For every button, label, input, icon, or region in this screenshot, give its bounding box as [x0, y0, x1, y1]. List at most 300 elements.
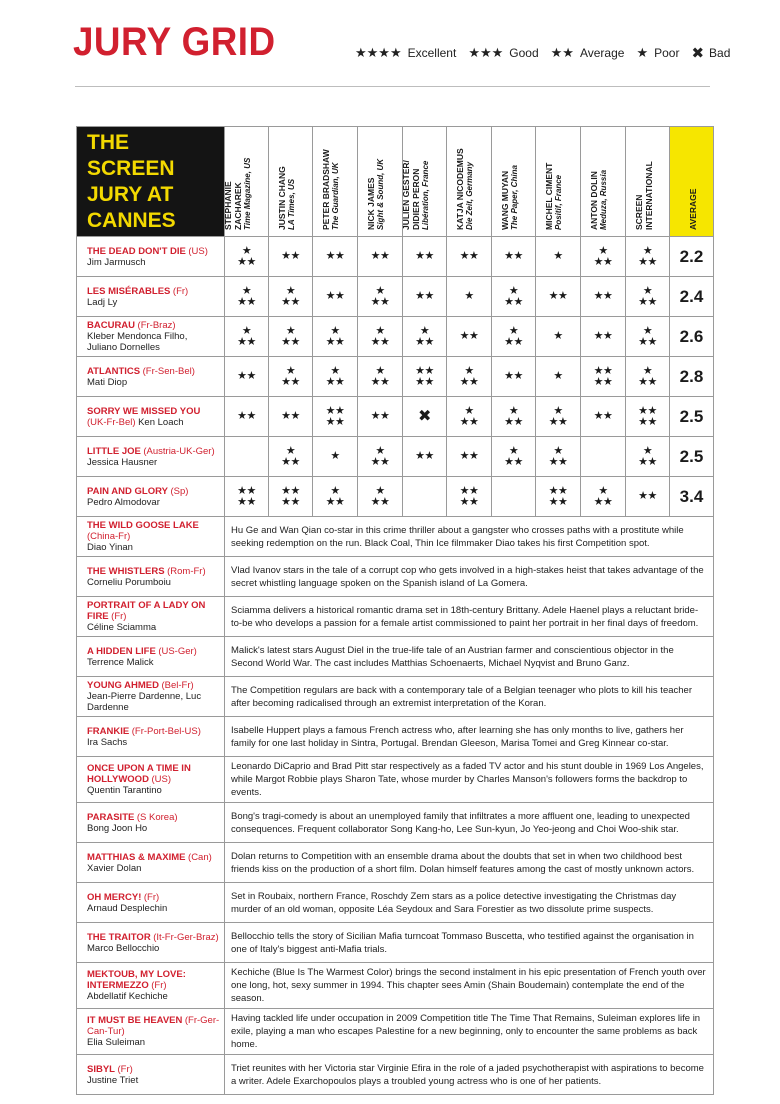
- rating-stars: ★★: [593, 330, 613, 342]
- rating-stars: ★★: [459, 330, 479, 342]
- film-synopsis: Kechiche (Blue Is The Warmest Color) brings the second instalment in his epic presentation of French youth over one long, hot, sexy summer in 1994. This chapter sees Amin (Shain Boudemain) contemplate the end of the season.: [225, 963, 714, 1009]
- critic-label: [634, 161, 654, 230]
- rating-stars: ★★: [325, 250, 345, 262]
- film-director: Jessica Hausner: [87, 456, 158, 468]
- film-synopsis: Leonardo DiCaprio and Brad Pitt star respectively as a faded TV actor and his stunt double in 1969 Los Angeles, while Margot Robbie plays Sharon Tate, whose murder by Charles Manson's followers forms the backdrop to events.: [225, 757, 714, 803]
- rating-stars: ★: [375, 284, 385, 297]
- film-synopsis: Sciamma delivers a historical romantic drama set in 18th-century Brittany. Adele Haenel plays a reluctant bride-to-be who develops a passion for a female artist commissioned to paint her portrait in her final days of freedom.: [225, 597, 714, 637]
- rating-stars: ★★: [638, 490, 657, 502]
- rating-stars: ★★: [237, 495, 256, 508]
- film-synopsis: Malick's latest stars August Diel in the true-life tale of an Austrian farmer and conscientious objector in the Second World War. The cast includes Matthias Schoenaerts, Michael Nyqvist and Bruno Ganz.: [225, 637, 714, 677]
- critic-name: ZACHAREK: [232, 182, 243, 230]
- critic-header: [400, 127, 447, 237]
- film-director: Bong Joon Ho: [87, 822, 148, 834]
- film-row: [77, 637, 714, 677]
- rating-stars: ★★: [638, 455, 657, 468]
- film-director: Ken Loach: [138, 416, 184, 428]
- rating-stars: ★: [508, 284, 519, 297]
- film-country: (S Korea): [136, 811, 178, 823]
- rating-cell: [269, 357, 313, 397]
- film-director: Diao Yinan: [87, 542, 133, 553]
- film-director: Terrence Malick: [87, 656, 154, 668]
- rating-cell: [581, 397, 626, 437]
- legend-stars: ★: [636, 45, 649, 60]
- critic-publication: The Guardian, UK: [331, 162, 340, 230]
- rating-stars: ★: [330, 450, 340, 462]
- rating-stars: ★★: [593, 410, 613, 422]
- rating-stars: ★★: [459, 415, 479, 428]
- rating-stars: ★★: [593, 255, 613, 268]
- rating-stars: ★: [285, 324, 296, 337]
- rating-stars: ★★: [281, 484, 300, 497]
- film-country: (Can): [188, 851, 212, 863]
- rating-cell: [492, 237, 536, 277]
- film-country: (Fr): [151, 980, 167, 991]
- legend-label: Bad: [709, 46, 731, 60]
- film-row: [77, 517, 714, 557]
- rating-cell: [269, 437, 313, 477]
- rating-stars: ★: [508, 404, 519, 417]
- rating-stars: ★★: [593, 375, 613, 388]
- rating-stars: ★★: [548, 290, 568, 302]
- rating-stars: ★★: [504, 295, 523, 308]
- rating-stars: ★: [375, 364, 385, 377]
- rating-cell: [626, 277, 670, 317]
- film-synopsis: Vlad Ivanov stars in the tale of a corrupt cop who gets involved in a high-stakes heist that takes advantage of the secret whistling language spoken on the Spanish island of La Gomera.: [225, 557, 714, 597]
- rating-cell: [626, 437, 670, 477]
- critic-name: MICHEL CIMENT: [544, 162, 554, 230]
- bad-cross-icon: ✖: [418, 408, 431, 425]
- rating-stars: ★★: [459, 484, 479, 497]
- film-country: (US): [188, 245, 208, 257]
- film-info: [77, 1009, 225, 1055]
- rating-stars: ★★: [281, 375, 300, 388]
- rating-cell: [447, 317, 492, 357]
- rating-cell: [313, 437, 358, 477]
- film-country: (It-Fr-Ger-Braz): [153, 931, 219, 943]
- rating-cell: [225, 397, 269, 437]
- rating-stars: ★★: [459, 450, 479, 462]
- rating-cell: [447, 437, 492, 477]
- rating-cell: [313, 317, 358, 357]
- rating-stars: ★★: [415, 450, 434, 462]
- rating-cell: [536, 397, 581, 437]
- rating-stars: ★★: [237, 410, 256, 422]
- rating-cell: [358, 357, 403, 397]
- film-title: MEKTOUB, MY LOVE: INTERMEZZO: [87, 969, 186, 991]
- rating-stars: ★★: [325, 415, 345, 428]
- rating-cell: [313, 277, 358, 317]
- rating-cell: [492, 397, 536, 437]
- rating-cell: [492, 357, 536, 397]
- rating-stars: ★★: [548, 484, 568, 497]
- rating-stars: ★: [642, 324, 653, 337]
- rating-cell: [403, 277, 447, 317]
- rating-stars: ★★: [415, 335, 434, 348]
- rating-stars: ★★: [638, 404, 657, 417]
- rating-cell: [626, 477, 670, 517]
- rating-stars: ★: [375, 324, 385, 337]
- rating-stars: ★: [330, 324, 340, 337]
- grid-title-line: THE SCREEN: [87, 130, 175, 180]
- rating-stars: ★: [375, 444, 385, 457]
- rating-cell: [581, 317, 626, 357]
- critic-header: [222, 127, 269, 237]
- critic-publication: LA Times, US: [286, 178, 296, 230]
- rating-stars: ★★: [459, 250, 479, 262]
- film-row: [77, 357, 714, 397]
- film-director: Justine Triet: [87, 1074, 139, 1086]
- rating-stars: ★: [553, 330, 563, 342]
- critic-header: [269, 127, 313, 237]
- rating-stars: ★★: [325, 375, 345, 388]
- rating-stars: ★: [241, 284, 252, 297]
- rating-stars: ★★: [325, 404, 345, 417]
- film-info: [77, 597, 225, 637]
- rating-stars: ★: [285, 284, 296, 297]
- film-row: [77, 677, 714, 717]
- critic-label: [401, 160, 431, 230]
- film-director: Ira Sachs: [87, 736, 128, 748]
- rating-stars: ★★: [504, 455, 523, 468]
- rating-stars: ★: [598, 484, 608, 497]
- film-director: Elia Suleiman: [87, 1037, 146, 1048]
- film-director: Marco Bellocchio: [87, 942, 160, 954]
- rating-stars: ★★: [593, 364, 613, 377]
- rating-cell: [358, 237, 403, 277]
- film-info: [77, 843, 225, 883]
- film-director: Ladj Ly: [87, 296, 118, 308]
- rating-cell: [269, 477, 313, 517]
- rating-cell: [358, 397, 403, 437]
- film-row: [77, 803, 714, 843]
- rating-stars: ★: [464, 364, 474, 377]
- rating-stars: ★★: [370, 335, 390, 348]
- film-info: [77, 677, 225, 717]
- rating-stars: ★★: [281, 250, 300, 262]
- rating-stars: ★★: [237, 335, 256, 348]
- film-director: Quentin Tarantino: [87, 785, 162, 796]
- rating-stars: ★: [464, 404, 474, 417]
- rating-stars: ★★: [459, 375, 479, 388]
- film-country: (Fr): [143, 891, 160, 903]
- film-country: (UK-Fr-Bel): [87, 416, 136, 428]
- rating-cell: [269, 317, 313, 357]
- film-info: [77, 477, 225, 517]
- film-title: MATTHIAS & MAXIME: [87, 851, 186, 863]
- rating-stars: ★★: [370, 455, 390, 468]
- film-row: [77, 883, 714, 923]
- rating-stars: ★★: [548, 495, 568, 508]
- rating-stars: ★★: [281, 495, 300, 508]
- rating-cell: [492, 277, 536, 317]
- film-row: [77, 237, 714, 277]
- grid-title-line: CANNES: [87, 208, 176, 232]
- rating-stars: ★★: [504, 415, 523, 428]
- rating-stars: ★: [598, 244, 608, 257]
- rating-stars: ★: [642, 444, 653, 457]
- film-director: Jim Jarmusch: [87, 256, 146, 268]
- rating-stars: ★★: [415, 364, 434, 377]
- rating-stars: ★★: [325, 495, 345, 508]
- film-synopsis: Set in Roubaix, northern France, Roschdy Zem stars as a police detective investigating the Christmas day murder of an old woman, opposite Léa Seydoux and Sara Forestier as two dissolute prime suspects.: [225, 883, 714, 923]
- film-info: [77, 757, 225, 803]
- film-country: (US-Ger): [158, 645, 197, 657]
- average-score: 2.5: [670, 397, 714, 437]
- rating-stars: ★: [508, 444, 519, 457]
- film-country: (Fr): [111, 611, 127, 622]
- critic-label: [366, 159, 386, 230]
- legend-stars: ★★★★: [355, 45, 402, 60]
- film-title: SORRY WE MISSED YOU: [87, 405, 201, 417]
- average-score: 3.4: [670, 477, 714, 517]
- rating-stars: ★: [285, 444, 296, 457]
- film-info: [77, 397, 225, 437]
- rating-stars: ★★: [281, 295, 300, 308]
- film-director: Arnaud Desplechin: [87, 902, 168, 914]
- rating-cell: [313, 237, 358, 277]
- average-score: 2.4: [670, 277, 714, 317]
- rating-cell: [447, 397, 492, 437]
- critic-header: [492, 127, 536, 237]
- rating-stars: ★★: [281, 455, 300, 468]
- film-director: Corneliu Porumboiu: [87, 576, 171, 588]
- average-score: 2.2: [670, 237, 714, 277]
- rating-cell: [536, 357, 581, 397]
- film-row: [77, 963, 714, 1009]
- rating-cell: [447, 477, 492, 517]
- rating-stars: ★: [553, 370, 563, 382]
- critic-name: STEPHANIE: [222, 181, 233, 230]
- rating-stars: ★★: [548, 415, 568, 428]
- film-title: LES MISÉRABLES: [87, 285, 171, 297]
- film-title: PAIN AND GLORY: [87, 485, 168, 497]
- film-info: [77, 637, 225, 677]
- critic-publication: Positif, France: [554, 174, 563, 230]
- rating-stars: ★: [241, 244, 252, 257]
- film-director: Jean-Pierre Dardenne, Luc Dardenne: [87, 691, 202, 713]
- rating-stars: ★★: [281, 335, 300, 348]
- rating-stars: ★★: [459, 495, 479, 508]
- rating-cell: [225, 277, 269, 317]
- film-director: Mati Diop: [87, 376, 128, 388]
- film-country: (Bel-Fr): [161, 680, 194, 691]
- film-row: [77, 717, 714, 757]
- critic-name: SCREEN: [633, 194, 644, 230]
- film-title: IT MUST BE HEAVEN: [87, 1015, 183, 1026]
- rating-stars: ★: [330, 364, 340, 377]
- rating-cell: [269, 237, 313, 277]
- film-country: (China-Fr): [87, 531, 131, 542]
- film-info: [77, 883, 225, 923]
- critic-header: [536, 127, 581, 237]
- rating-cell: [536, 477, 581, 517]
- rating-cell: [626, 237, 670, 277]
- critic-label: [589, 170, 609, 230]
- film-synopsis: Hu Ge and Wan Qian co-star in this crime thriller about a gangster who crosses paths with a prostitute while seeking redemption on the run. Black Coal, Thin Ice filmmaker Diao takes his first Competition spot.: [225, 517, 714, 557]
- film-title: ATLANTICS: [87, 365, 141, 377]
- film-title: ONCE UPON A TIME IN HOLLYWOOD: [87, 763, 191, 785]
- rating-cell: [447, 277, 492, 317]
- film-title: BACURAU: [87, 320, 136, 331]
- film-director: Kleber Mendonca Filho, Juliano Dornelles: [87, 331, 188, 353]
- critic-label: [500, 165, 520, 230]
- film-info: [77, 517, 225, 557]
- rating-stars: ★: [642, 244, 653, 257]
- film-country: (Fr-Port-Bel-US): [131, 725, 201, 737]
- film-info: [77, 237, 225, 277]
- legend-stars: ★★: [550, 45, 574, 60]
- critic-label: [321, 149, 341, 230]
- critic-name: JULIEN GESTER/: [400, 160, 411, 230]
- film-info: [77, 963, 225, 1009]
- rating-legend: [355, 44, 731, 62]
- rating-stars: ★★: [415, 290, 434, 302]
- rating-stars: ★★: [638, 295, 657, 308]
- film-director: Céline Sciamma: [87, 622, 157, 633]
- film-synopsis: Dolan returns to Competition with an ensemble drama about the doubts that set in when two childhood best friends kiss on the production of a short film. Dolan himself features among the cast of mostly unknown actors.: [225, 843, 714, 883]
- page-title: JURY GRID: [73, 20, 276, 64]
- rating-stars: ★★: [638, 375, 657, 388]
- rating-cell: [225, 357, 269, 397]
- film-country: (Fr): [172, 285, 189, 297]
- film-row: [77, 757, 714, 803]
- film-row: [77, 843, 714, 883]
- film-director: Xavier Dolan: [87, 862, 142, 874]
- film-title: FRANKIE: [87, 725, 130, 737]
- rating-cell: [313, 397, 358, 437]
- average-label: AVERAGE: [687, 188, 698, 230]
- header-divider: [75, 86, 710, 87]
- rating-stars: ★: [508, 324, 519, 337]
- critic-publication: Libération, France: [420, 160, 430, 230]
- rating-cell: [581, 477, 626, 517]
- critic-name: KATJA NICODEMUS: [455, 148, 465, 230]
- rating-stars: ★★: [638, 255, 657, 268]
- film-synopsis: Bellocchio tells the story of Sicilian Mafia turncoat Tommaso Buscetta, who testified against the organisation in one of Italy's biggest anti-Mafia trials.: [225, 923, 714, 963]
- film-country: (Sp): [170, 485, 189, 497]
- rating-cell: [358, 477, 403, 517]
- film-info: [77, 717, 225, 757]
- film-synopsis: Having tackled life under occupation in 2009 Competition title The Time That Remains, Suleiman explores life in exile, playing a man who escapes Palestine for a new beginning, only to encounter the same problems as back home.: [225, 1009, 714, 1055]
- rating-cell: [403, 357, 447, 397]
- critic-publication: Meduza, Russia: [599, 169, 608, 230]
- average-score: 2.5: [670, 437, 714, 477]
- critic-name: JUSTIN CHANG: [276, 166, 287, 230]
- film-country: (US): [151, 774, 171, 785]
- rating-stars: ★★: [281, 410, 300, 422]
- film-info: [77, 357, 225, 397]
- critics-header-row: [77, 127, 714, 237]
- film-info: [77, 317, 225, 357]
- critic-name: INTERNATIONAL: [643, 161, 654, 230]
- rating-cell: [403, 437, 447, 477]
- rating-cell: [358, 437, 403, 477]
- rating-cell: [403, 477, 447, 517]
- rating-stars: ★: [553, 404, 563, 417]
- rating-stars: ★★: [415, 250, 434, 262]
- film-row: [77, 477, 714, 517]
- rating-stars: ★★: [504, 250, 523, 262]
- film-info: [77, 437, 225, 477]
- film-info: [77, 277, 225, 317]
- legend-label: Excellent: [407, 46, 457, 60]
- rating-cell: [403, 237, 447, 277]
- film-row: [77, 557, 714, 597]
- film-director: Abdellatif Kechiche: [87, 991, 168, 1002]
- critic-label: [277, 166, 297, 230]
- film-title: THE WHISTLERS: [87, 565, 165, 577]
- rating-stars: ★: [464, 290, 474, 302]
- rating-stars: ★★: [325, 335, 345, 348]
- average-header: [670, 127, 714, 237]
- film-synopsis: Bong's tragi-comedy is about an unemployed family that infiltrates a more affluent one, leading to unexpected consequences. Frequent collaborator Song Kang-ho, Lee Sun-kyun, Jo Yeo-jeong and Choi Woo-shik star.: [225, 803, 714, 843]
- rating-cell: [225, 317, 269, 357]
- film-title: THE TRAITOR: [87, 931, 151, 943]
- rating-cell: [492, 317, 536, 357]
- legend-label: Average: [579, 46, 625, 60]
- critic-header: [581, 127, 626, 237]
- rating-stars: ★★: [237, 255, 256, 268]
- rating-cell: [447, 357, 492, 397]
- critic-name: WANG MUYAN: [499, 170, 510, 230]
- rating-stars: ★: [241, 324, 252, 337]
- film-info: [77, 923, 225, 963]
- rating-cell: [581, 277, 626, 317]
- rating-cell: [269, 277, 313, 317]
- rating-stars: ★: [553, 444, 563, 457]
- rating-cell: [536, 277, 581, 317]
- grid-title-line: JURY AT: [87, 182, 174, 206]
- rating-cell: [626, 357, 670, 397]
- rating-stars: ★★: [504, 370, 523, 382]
- rating-stars: ★★: [370, 295, 390, 308]
- rating-cell: [403, 317, 447, 357]
- rating-stars: ★★: [638, 415, 657, 428]
- critic-name: DIDIER PERON: [410, 168, 421, 230]
- critic-header: [358, 127, 403, 237]
- rating-stars: ★: [642, 364, 653, 377]
- film-synopsis: Triet reunites with her Victoria star Virginie Efira in the role of a jaded psychotherapist with aspirations to become a writer. Adele Exarchopoulos plays a troubled young actress who is one of her patients.: [225, 1055, 714, 1095]
- average-score: 2.8: [670, 357, 714, 397]
- film-country: (Fr-Braz): [137, 320, 176, 331]
- film-row: [77, 437, 714, 477]
- bad-cross-icon: ✖: [691, 45, 705, 62]
- rating-cell: [447, 237, 492, 277]
- film-title: SIBYL: [87, 1063, 115, 1075]
- film-country: (Fr-Sen-Bel): [142, 365, 195, 377]
- film-info: [77, 803, 225, 843]
- critic-name: ANTON DOLIN: [589, 171, 599, 230]
- critic-publication: Die Zeit, Germany: [465, 161, 474, 230]
- film-title: LITTLE JOE: [87, 445, 141, 457]
- critic-header: [313, 127, 358, 237]
- film-title: THE WILD GOOSE LAKE: [87, 520, 199, 531]
- rating-cell: [492, 477, 536, 517]
- rating-cell: [581, 237, 626, 277]
- film-info: [77, 557, 225, 597]
- average-label-wrap: [688, 189, 698, 230]
- rating-stars: ★★: [370, 410, 390, 422]
- film-row: [77, 923, 714, 963]
- rating-stars: ★★: [415, 375, 434, 388]
- film-country: (Fr): [117, 1063, 133, 1075]
- critic-name: PETER BRADSHAW: [321, 149, 331, 230]
- legend-stars: ★★★: [468, 45, 504, 60]
- critic-name: NICK JAMES: [366, 177, 376, 230]
- rating-stars: ★★: [504, 335, 523, 348]
- rating-cell: [536, 237, 581, 277]
